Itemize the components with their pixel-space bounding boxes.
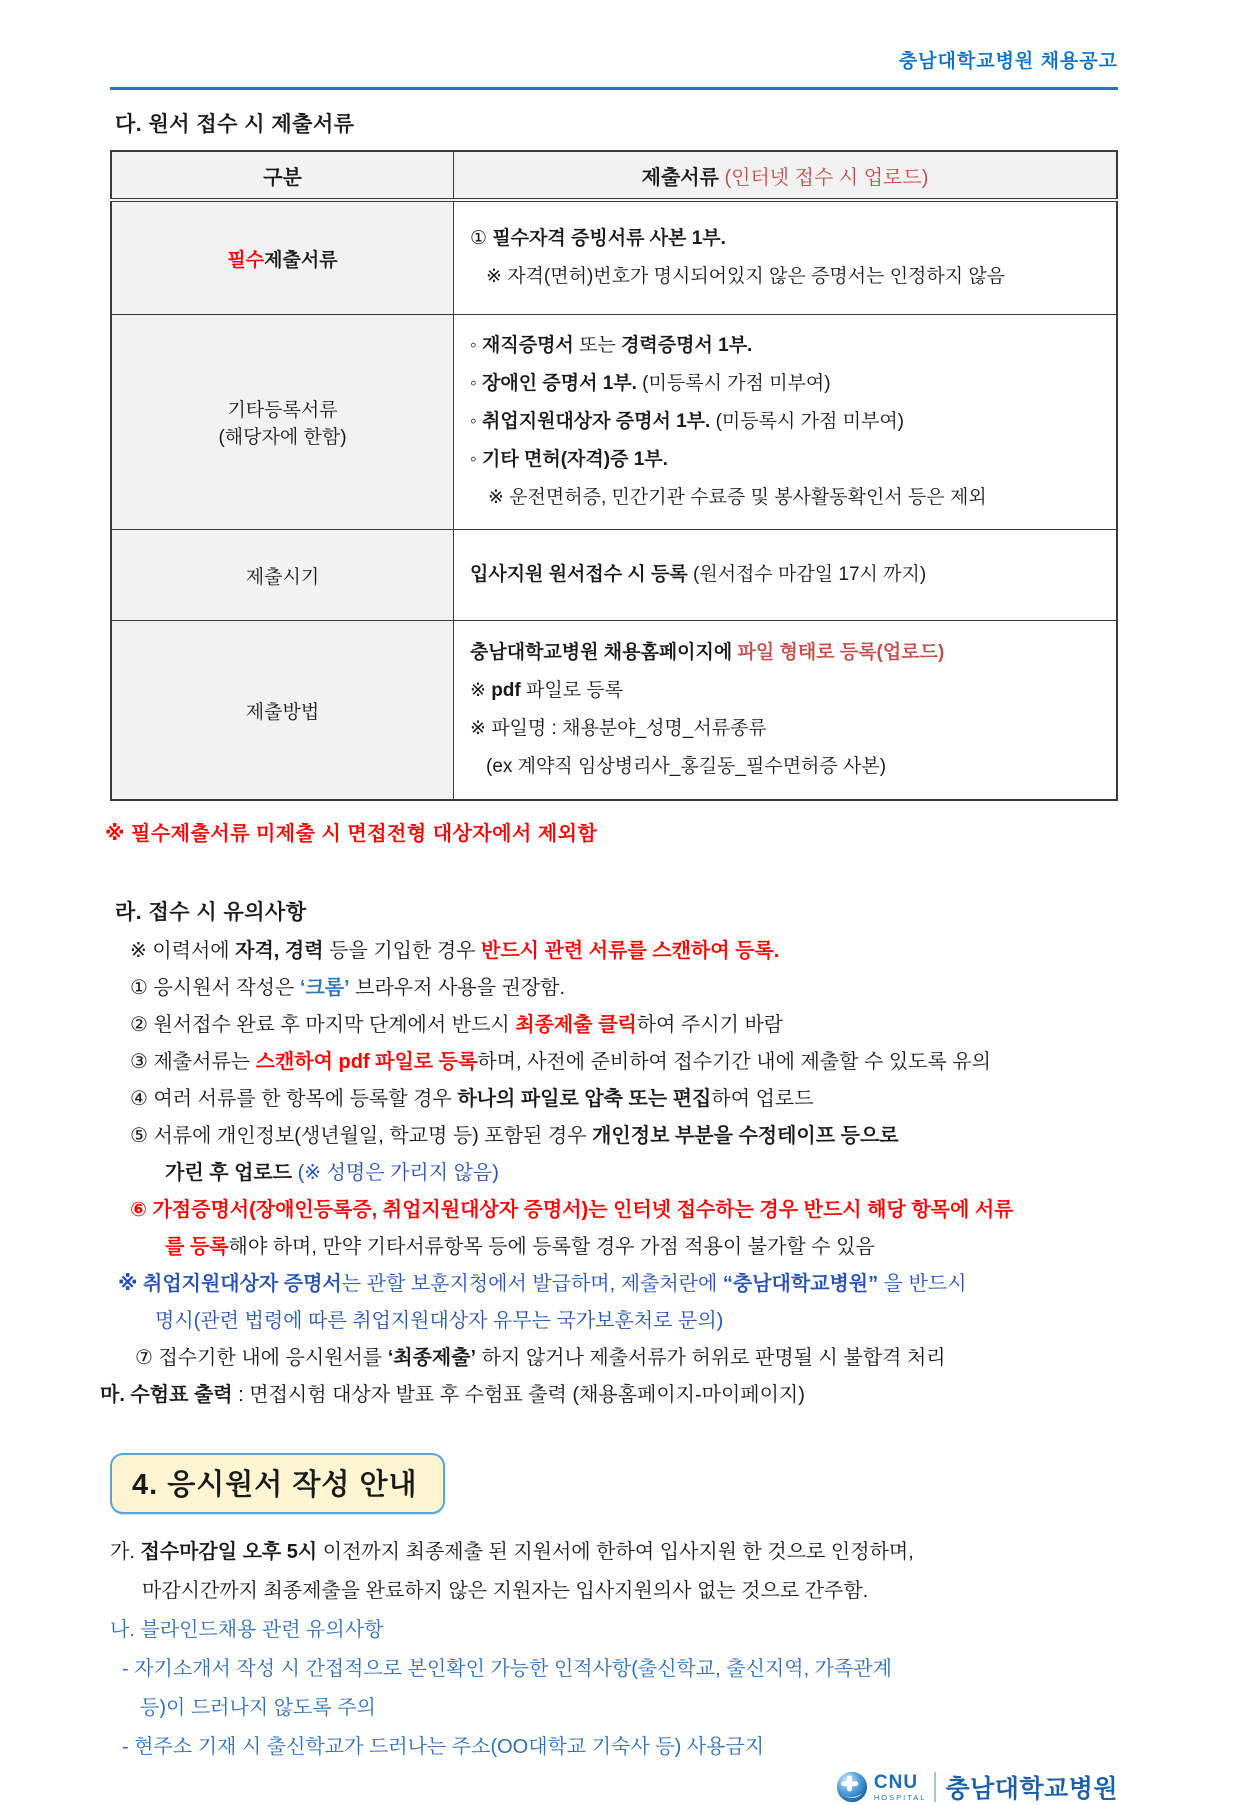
ga-line-1: 가. 접수마감일 오후 5시 이전까지 최종제출 된 지원서에 한하여 입사지원 한 것으로 인정하며, xyxy=(110,1541,914,1563)
table-row-timing xyxy=(111,530,1117,621)
table-header-col2 xyxy=(454,151,1118,200)
hospital-name-label: 충남대학교병원 xyxy=(945,1775,1118,1803)
col2-header-label: 제출서류 xyxy=(641,166,725,189)
dash-line-2: - 현주소 기재 시 출신학교가 드러나는 주소(OO대학교 기숙사 등) 사용금지 xyxy=(122,1736,765,1758)
submit-docs-table xyxy=(110,150,1118,801)
cnu-globe-icon xyxy=(836,1771,868,1803)
dash-line-1b: 등)이 드러나지 않도록 주의 xyxy=(140,1697,376,1719)
method-line-1: 충남대학교병원 채용홈페이지에 파일 형태로 등록(업로드) xyxy=(470,642,945,663)
table-header-row xyxy=(111,151,1117,200)
other-label-cell xyxy=(111,315,454,530)
timing-line-1: 입사지원 원서접수 시 등록 (원서접수 마감일 17시 까지) xyxy=(470,564,927,585)
cnu-label: CNU xyxy=(873,1771,919,1793)
other-body-cell xyxy=(454,315,1118,530)
na-line: 나. 블라인드채용 관련 유의사항 xyxy=(110,1619,384,1641)
footer xyxy=(110,1769,1118,1805)
required-label-red: 필수 xyxy=(227,249,265,271)
col1-header-label: 구분 xyxy=(263,166,302,189)
ra-item-1: ① 응시원서 작성은 ‘크롬’ 브라우저 사용을 권장함. xyxy=(130,977,566,999)
ra-item-4: ④ 여러 서류를 한 항목에 등록할 경우 하나의 파일로 압축 또는 편집하여 업로드 xyxy=(130,1088,814,1110)
other-label: 기타등록서류 xyxy=(227,400,338,421)
document-header-title: 충남대학교병원 채용공고 xyxy=(898,51,1118,72)
table-row-required xyxy=(111,200,1117,315)
method-body-cell xyxy=(454,621,1118,801)
section-ra-heading: 라. 접수 시 유의사항 xyxy=(115,901,307,924)
table-header-col1 xyxy=(111,151,454,200)
section-4-wrap xyxy=(110,1407,1118,1514)
method-label: 제출방법 xyxy=(245,701,320,723)
required-label-rest: 제출서류 xyxy=(264,249,338,271)
other-line-2: ◦ 장애인 증명서 1부. (미등록시 가점 미부여) xyxy=(470,373,831,394)
timing-label: 제출시기 xyxy=(245,566,320,588)
section-4-body xyxy=(110,1540,1118,1759)
hospital-label: HOSPITAL xyxy=(873,1792,927,1802)
other-label-sub: (해당자에 한함) xyxy=(218,427,347,448)
ra-note-0: ※ 이력서에 자격, 경력 등을 기입한 경우 반드시 관련 서류를 스캔하여 등록. xyxy=(130,940,780,962)
table-row-other xyxy=(111,315,1117,530)
ra-note-1-line2: 명시(관련 법령에 따른 취업지원대상자 유무는 국가보훈처로 문의) xyxy=(155,1310,724,1332)
other-line-3: ◦ 취업지원대상자 증명서 1부. (미등록시 가점 미부여) xyxy=(470,411,905,432)
logo-divider xyxy=(934,1772,936,1802)
table-footnote: ※ 필수제출서류 미제출 시 면접전형 대상자에서 제외함 xyxy=(105,823,598,845)
ra-item-5-line2: 가린 후 업로드 (※ 성명은 가리지 않음) xyxy=(165,1162,499,1184)
required-line-1: ① 필수자격 증빙서류 사본 1부. xyxy=(470,228,726,249)
section-4-title-box: 4. 응시원서 작성 안내 xyxy=(110,1453,445,1514)
ra-item-6-line2: 를 등록해야 하며, 만약 기타서류항목 등에 등록할 경우 가점 적용이 불가할 수 있음 xyxy=(165,1236,875,1258)
dash-line-1a: - 자기소개서 작성 시 간접적으로 본인확인 가능한 인적사항(출신학교, 출신지역, 가족관계 xyxy=(122,1658,892,1680)
ra-item-2: ② 원서접수 완료 후 마지막 단계에서 반드시 최종제출 클릭하여 주시기 바람 xyxy=(130,1014,784,1036)
method-line-2: ※ pdf 파일로 등록 xyxy=(470,680,624,701)
timing-label-cell xyxy=(111,530,454,621)
ra-item-5-line1: ⑤ 서류에 개인정보(생년월일, 학교명 등) 포함된 경우 개인정보 부분을 수정테이프 등으로 xyxy=(130,1125,899,1147)
table-row-method xyxy=(111,621,1117,801)
timing-body-cell xyxy=(454,530,1118,621)
required-body-cell xyxy=(454,200,1118,315)
col2-header-note: (인터넷 접수 시 업로드) xyxy=(724,166,929,189)
other-line-4: ◦ 기타 면허(자격)증 1부. xyxy=(470,449,668,470)
section-da-heading: 다. 원서 접수 시 제출서류 xyxy=(115,113,355,136)
ma-line: 마. 수험표 출력 : 면접시험 대상자 발표 후 수험표 출력 (채용홈페이지-마이페이지) xyxy=(100,1384,805,1406)
required-label-cell xyxy=(111,200,454,315)
ra-item-7: ⑦ 접수기한 내에 응시원서를 ‘최종제출’ 하지 않거나 제출서류가 허위로 판명될 시 불합격 처리 xyxy=(135,1347,946,1369)
method-line-4: (ex 계약직 임상병리사_홍길동_필수면허증 사본) xyxy=(486,756,887,777)
ra-note-1-line1: ※ 취업지원대상자 증명서는 관할 보훈지청에서 발급하며, 제출처란에 “충남대학교병원” 을 반드시 xyxy=(118,1273,967,1295)
ra-item-3: ③ 제출서류는 스캔하여 pdf 파일로 등록하며, 사전에 준비하여 접수기간 내에 제출할 수 있도록 유의 xyxy=(130,1051,992,1073)
other-line-1: ◦ 재직증명서 또는 경력증명서 1부. xyxy=(470,335,753,356)
ga-line-2: 마감시간까지 최종제출을 완료하지 않은 지원자는 입사지원의사 없는 것으로 간주함. xyxy=(142,1580,869,1602)
method-line-3: ※ 파일명 : 채용분야_성명_서류종류 xyxy=(470,718,767,739)
required-line-2: ※ 자격(면허)번호가 명시되어있지 않은 증명서는 인정하지 않음 xyxy=(486,266,1006,287)
other-line-5: ※ 운전면허증, 민간기관 수료증 및 봉사활동확인서 등은 제외 xyxy=(488,487,987,508)
cnu-logo-text xyxy=(874,1773,927,1802)
header-rule xyxy=(110,87,1118,90)
method-label-cell xyxy=(111,621,454,801)
ra-item-6-line1: ⑥ 가점증명서(장애인등록증, 취업지원대상자 증명서)는 인터넷 접수하는 경우 반드시 해당 항목에 서류 xyxy=(130,1199,1014,1221)
cnu-hospital-logo xyxy=(836,1769,1118,1805)
